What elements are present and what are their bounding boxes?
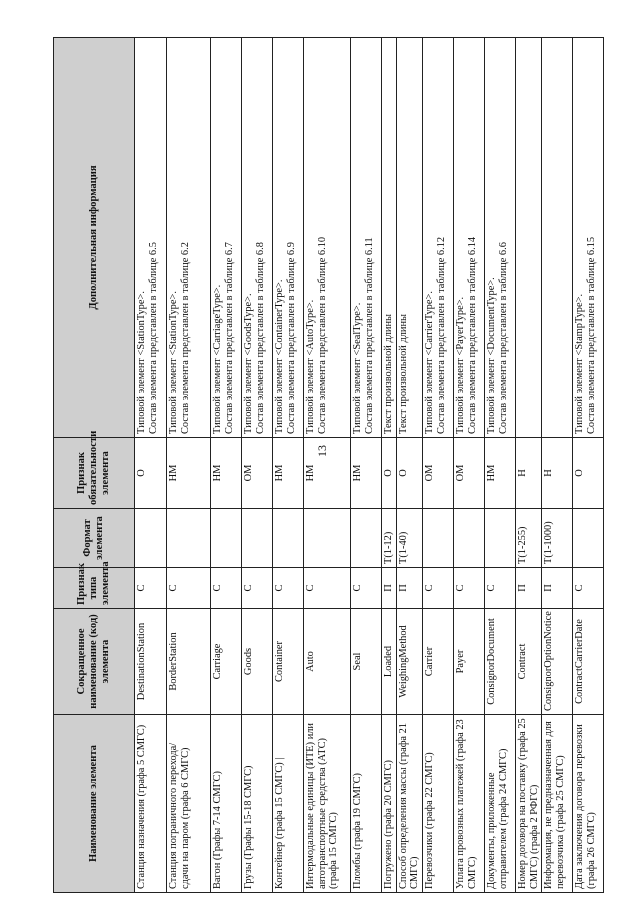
- cell-element-required: НМ: [484, 438, 515, 509]
- cell-element-required: О: [382, 438, 397, 509]
- cell-element-code: Container: [273, 609, 304, 715]
- info-line: Типовой элемент <SealType>.: [352, 302, 363, 434]
- elements-table: [53, 37, 604, 893]
- info-line: Состав элемента представлен в таблице 6.14: [466, 236, 478, 434]
- info-line: Состав элемента представлен в таблице 6.11: [363, 237, 375, 434]
- cell-additional-info: [242, 38, 273, 438]
- cell-element-code: WeighingMethod: [396, 609, 422, 715]
- table-row: [396, 38, 422, 893]
- cell-element-required: НМ: [167, 438, 211, 509]
- info-line: Типовой элемент <StampType>.: [574, 293, 586, 434]
- header-element-type: Признак типа элемента: [54, 568, 135, 609]
- table-row: [135, 38, 167, 893]
- rotated-page-content: [53, 38, 597, 893]
- cell-element-required: НМ: [304, 438, 351, 509]
- info-line: Типовой элемент <StationType>.: [168, 291, 179, 434]
- cell-element-format: [242, 509, 273, 568]
- cell-element-format: [167, 509, 211, 568]
- cell-element-code: Seal: [351, 609, 382, 715]
- info-line: Типовой элемент <StationType>.: [136, 291, 147, 434]
- info-line: Типовой элемент <AutoType>.: [305, 299, 316, 434]
- cell-element-name: Уплата провозных платежей (графа 23 СМГС): [453, 715, 484, 893]
- cell-element-name: Интермодальные единицы (ИТЕ) или автотранспортные средства (АТС) (графа 15 СМГС): [304, 715, 351, 893]
- cell-element-code: Carrier: [422, 609, 453, 715]
- cell-element-name: Грузы (Графы 15-18 СМГС): [242, 715, 273, 893]
- header-element-format: Формат элемента: [54, 509, 135, 568]
- table-row: [422, 38, 453, 893]
- table-row: [304, 38, 351, 893]
- cell-element-format: T(1-40): [396, 509, 422, 568]
- table-header-row: [54, 38, 135, 893]
- cell-element-type: С: [453, 568, 484, 609]
- cell-element-code: BorderStation: [167, 609, 211, 715]
- cell-element-code: Contract: [515, 609, 541, 715]
- cell-element-type: С: [167, 568, 211, 609]
- cell-element-name: Станция назначения (графа 5 СМГС): [135, 715, 167, 893]
- cell-additional-info: [542, 38, 573, 438]
- cell-element-name: Станция пограничного перехода/сдачи на паром (графа 6 СМГС): [167, 715, 211, 893]
- info-line: Состав элемента представлен в таблице 6.5: [147, 242, 159, 434]
- table-row: [382, 38, 397, 893]
- cell-element-type: П: [382, 568, 397, 609]
- header-element-code: Сокращенное наименование (код) элемента: [54, 609, 135, 715]
- info-line: Состав элемента представлен в таблице 6.9: [285, 242, 297, 434]
- table-row: [351, 38, 382, 893]
- info-line: Состав элемента представлен в таблице 6.12: [435, 236, 447, 434]
- table-row: [573, 38, 604, 893]
- header-element-required: Признак обязательности элемента: [54, 438, 135, 509]
- cell-element-name: Вагон (Графы 7-14 СМГС): [211, 715, 242, 893]
- cell-element-code: ConsignorDocument: [484, 609, 515, 715]
- cell-additional-info: [135, 38, 167, 438]
- cell-element-format: [273, 509, 304, 568]
- cell-element-type: С: [211, 568, 242, 609]
- cell-additional-info: [273, 38, 304, 438]
- info-line: Состав элемента представлен в таблице 6.2: [179, 242, 191, 434]
- cell-additional-info: [396, 38, 422, 438]
- cell-element-name: Номер договора на поставку (графа 25 СМГС) (графа 2 РФГС): [515, 715, 541, 893]
- info-line: Состав элемента представлен в таблице 6.10: [316, 236, 328, 434]
- info-line: Типовой элемент <GoodsType>.: [243, 293, 254, 434]
- cell-element-format: [484, 509, 515, 568]
- cell-element-required: ОМ: [242, 438, 273, 509]
- cell-element-type: П: [396, 568, 422, 609]
- cell-element-type: С: [242, 568, 273, 609]
- cell-element-required: Н: [542, 438, 573, 509]
- header-element-name: Наименование элемента: [54, 715, 135, 893]
- cell-element-format: [573, 509, 604, 568]
- cell-element-code: Auto: [304, 609, 351, 715]
- cell-element-type: П: [515, 568, 541, 609]
- cell-additional-info: [304, 38, 351, 438]
- table-row: [515, 38, 541, 893]
- cell-element-format: [351, 509, 382, 568]
- cell-element-name: Пломбы (графа 19 СМГС): [351, 715, 382, 893]
- cell-additional-info: [422, 38, 453, 438]
- cell-additional-info: [211, 38, 242, 438]
- cell-additional-info: [573, 38, 604, 438]
- cell-element-name: Погружено (графа 20 СМГС): [382, 715, 397, 893]
- cell-additional-info: [382, 38, 397, 438]
- cell-element-type: С: [135, 568, 167, 609]
- table-row: [542, 38, 573, 893]
- cell-element-required: НМ: [211, 438, 242, 509]
- table-row: [273, 38, 304, 893]
- cell-element-type: С: [273, 568, 304, 609]
- cell-additional-info: [484, 38, 515, 438]
- cell-element-code: ContractCarrierDate: [573, 609, 604, 715]
- cell-element-format: [211, 509, 242, 568]
- cell-element-format: T(1-1000): [542, 509, 573, 568]
- cell-element-code: Carriage: [211, 609, 242, 715]
- cell-element-required: О: [573, 438, 604, 509]
- cell-element-name: Дата заключения договора перевозки (графа 26 СМГС): [573, 715, 604, 893]
- table-row: [211, 38, 242, 893]
- page-number: 13: [315, 445, 329, 457]
- cell-element-name: Контейнер (графа 15 СМГС) |: [273, 715, 304, 893]
- cell-additional-info: [167, 38, 211, 438]
- cell-element-code: Loaded: [382, 609, 397, 715]
- table-row: [453, 38, 484, 893]
- cell-element-required: О: [396, 438, 422, 509]
- info-line: Текст произвольной длины: [397, 313, 409, 434]
- cell-element-code: ConsignorOptionNotice: [542, 609, 573, 715]
- cell-element-type: С: [351, 568, 382, 609]
- cell-element-required: ОМ: [422, 438, 453, 509]
- cell-element-required: НМ: [351, 438, 382, 509]
- cell-element-type: П: [542, 568, 573, 609]
- table-row: [242, 38, 273, 893]
- cell-element-type: С: [573, 568, 604, 609]
- cell-additional-info: [515, 38, 541, 438]
- cell-element-required: НМ: [273, 438, 304, 509]
- cell-element-format: [453, 509, 484, 568]
- cell-element-format: T(1-12): [382, 509, 397, 568]
- info-line: Состав элемента представлен в таблице 6.8: [254, 242, 266, 434]
- cell-element-required: Н: [515, 438, 541, 509]
- cell-element-format: [304, 509, 351, 568]
- table-row: [484, 38, 515, 893]
- info-line: Состав элемента представлен в таблице 6.7: [223, 242, 235, 434]
- cell-additional-info: [453, 38, 484, 438]
- cell-element-code: DestinationStation: [135, 609, 167, 715]
- info-line: Текст произвольной длины: [383, 313, 394, 434]
- cell-element-format: [422, 509, 453, 568]
- cell-element-name: Информация, не предназначенная для перевозчика (графа 25 СМГС): [542, 715, 573, 893]
- info-line: Типовой элемент <ContainerType>.: [274, 279, 285, 434]
- cell-element-name: Документы, приложенные отправителем (графа 24 СМГС): [484, 715, 515, 893]
- info-line: Типовой элемент <DocumentType>.: [485, 277, 497, 434]
- info-line: Типовой элемент <PayerType>.: [454, 296, 466, 434]
- table-row: [167, 38, 211, 893]
- cell-element-name: Способ определения массы (графа 21 СМГС): [396, 715, 422, 893]
- cell-element-required: ОМ: [453, 438, 484, 509]
- cell-element-format: [135, 509, 167, 568]
- cell-element-code: Goods: [242, 609, 273, 715]
- cell-element-required: О: [135, 438, 167, 509]
- header-additional-info: Дополнительная информация: [54, 38, 135, 438]
- cell-element-type: С: [422, 568, 453, 609]
- cell-element-format: T(1-255): [515, 509, 541, 568]
- cell-element-name: Перевозчики (графа 22 СМГС): [422, 715, 453, 893]
- table-body: [135, 38, 604, 893]
- info-line: Состав элемента представлен в таблице 6.15: [585, 236, 597, 434]
- info-line: Типовой элемент <CarriageType>.: [212, 284, 223, 434]
- info-line: Состав элемента представлен в таблице 6.6: [497, 242, 509, 434]
- cell-element-type: С: [304, 568, 351, 609]
- cell-element-code: Payer: [453, 609, 484, 715]
- info-line: Типовой элемент <CarrierType>.: [423, 291, 435, 434]
- cell-element-type: С: [484, 568, 515, 609]
- cell-additional-info: [351, 38, 382, 438]
